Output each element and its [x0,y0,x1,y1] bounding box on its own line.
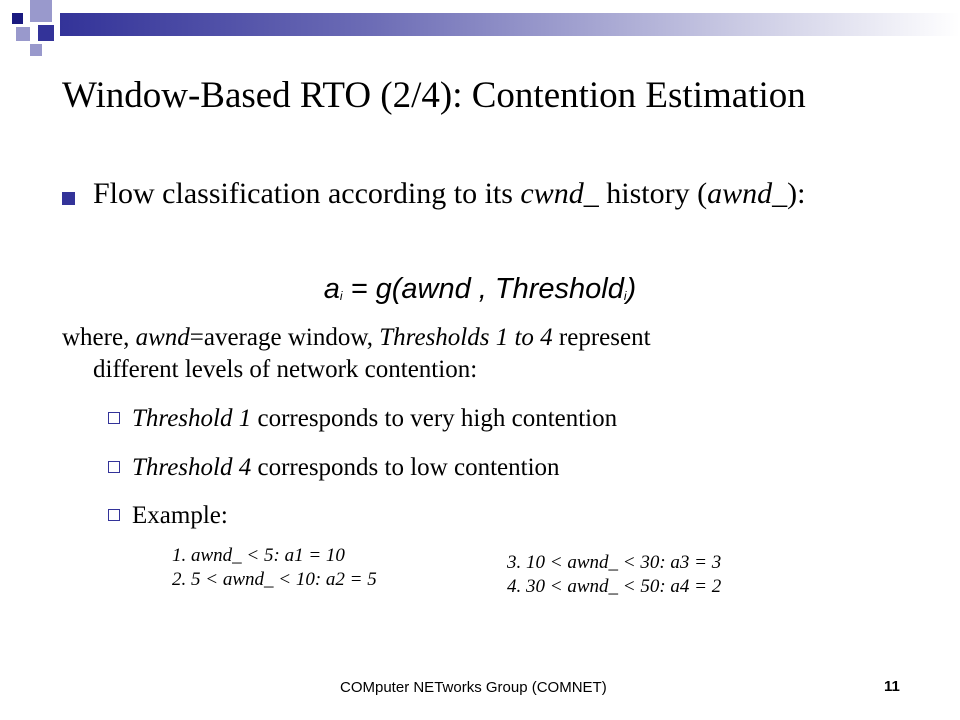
header-square-light-3 [30,44,42,56]
formula: $a_i$ = g(awnd , Threshold$_i$) [323,273,637,305]
header-square-dark-1 [12,13,23,24]
footer-text: COMputer NETworks Group (COMNET) [340,679,607,696]
page-number: 11 [884,678,900,695]
sub-item-example: Example: [108,502,228,530]
example-item-2: 2. 5 < awnd_ < 10: a2 = 5 [172,569,377,590]
header-square-light-2 [16,27,30,41]
example-list-left [172,544,377,592]
sub-item-threshold-1: Threshold 1 corresponds to very high contention [108,405,617,433]
slide-title: Window-Based RTO (2/4): Contention Estimation [62,75,806,116]
where-paragraph: where, awnd=average window, Thresholds 1 to 4 represent different levels of network contention: [62,322,834,386]
hollow-square-bullet-icon [108,509,120,521]
example-item-1: 1. awnd_ < 5: a1 = 10 [172,545,345,566]
example-item-4: 4. 30 < awnd_ < 50: a4 = 2 [507,576,722,597]
bullet-text: Flow classification according to its cwnd_ history (awnd_): [93,177,806,210]
hollow-square-bullet-icon [108,461,120,473]
header-gradient-bar [60,13,960,36]
sub-item-threshold-4: Threshold 4 corresponds to low contention [108,454,560,482]
example-list-right [507,551,721,599]
example-item-3: 3. 10 < awnd_ < 30: a3 = 3 [507,552,722,573]
header-square-light-1 [30,0,52,22]
bullet-square-icon [62,192,75,205]
header-square-dark-2 [38,25,54,41]
hollow-square-bullet-icon [108,412,120,424]
where-paragraph-line2: different levels of network contention: [93,356,478,383]
